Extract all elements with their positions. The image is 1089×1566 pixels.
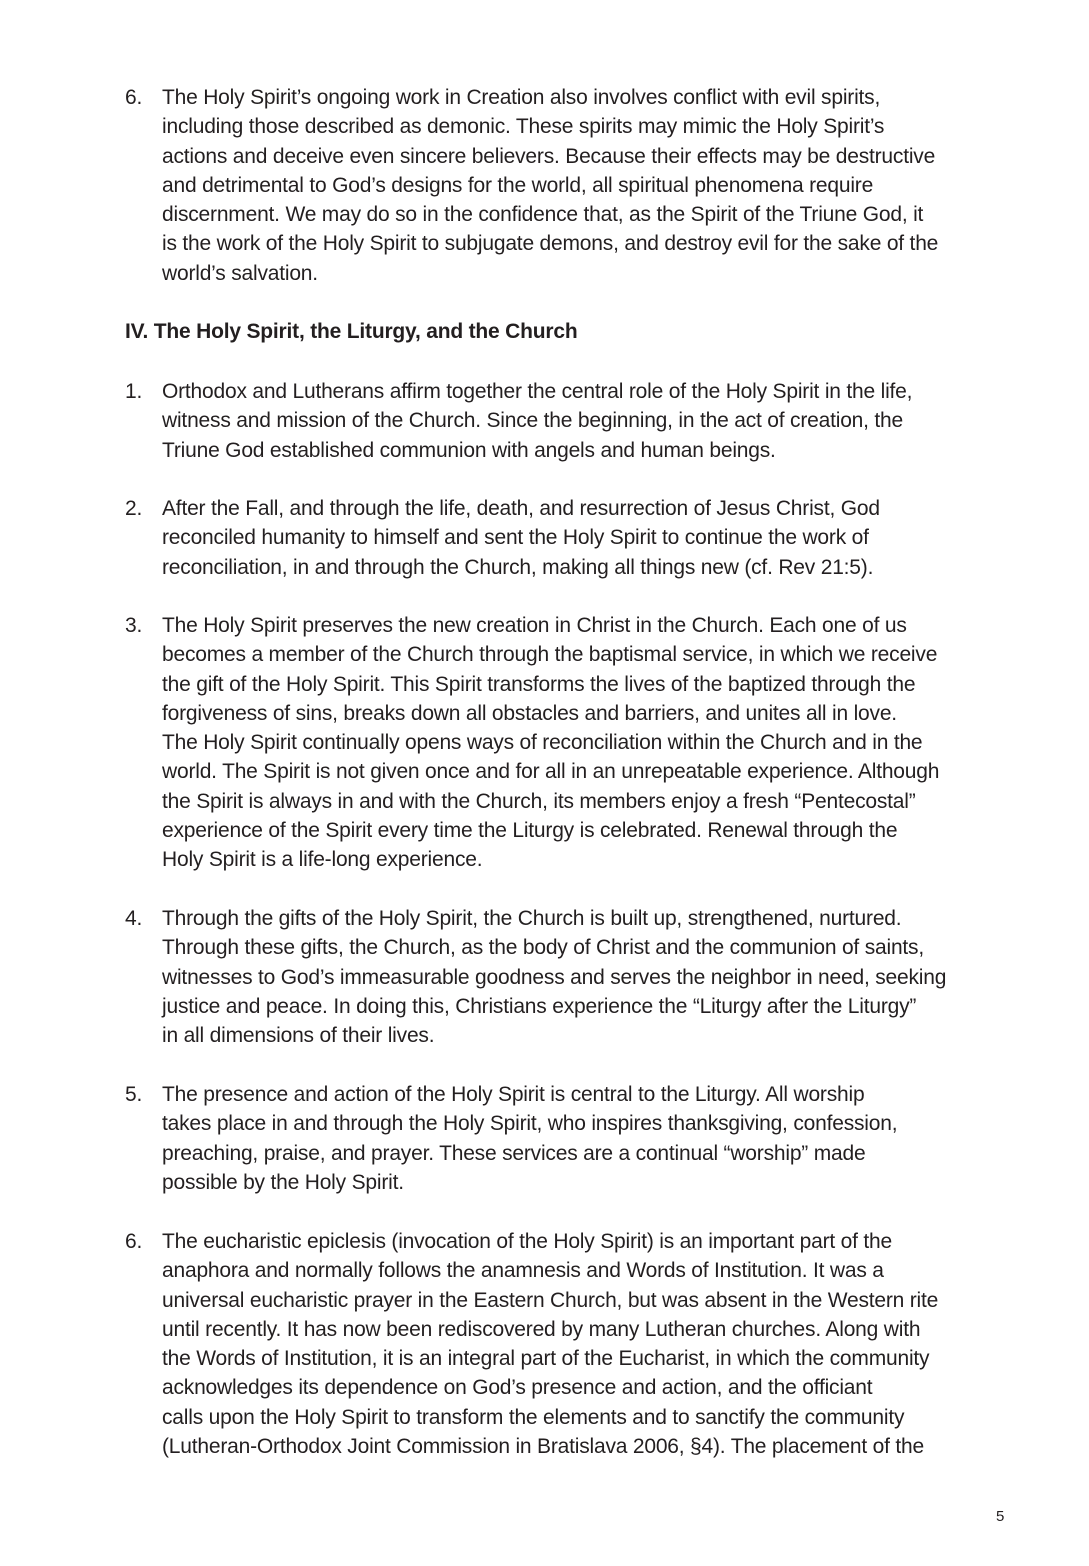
paragraph-line: until recently. It has now been rediscovered by many Lutheran churches. Along with — [162, 1317, 921, 1341]
paragraph-line: and detrimental to God’s designs for the world, all spiritual phenomena require — [162, 173, 874, 197]
numbered-paragraph-5 — [125, 1080, 1015, 1197]
numbered-paragraph-6 — [125, 1227, 1015, 1461]
paragraph-line: Through these gifts, the Church, as the body of Christ and the communion of saints, — [162, 936, 924, 960]
paragraph-line: universal eucharistic prayer in the Eastern Church, but was absent in the Western rite — [162, 1288, 939, 1312]
paragraph-line: Holy Spirit is a life-long experience. — [162, 848, 483, 872]
paragraph-line: the Spirit is always in and with the Church, its members enjoy a fresh “Pentecostal” — [162, 789, 916, 813]
paragraph-line: calls upon the Holy Spirit to transform the elements and to sanctify the community — [162, 1405, 905, 1429]
paragraph-line: experience of the Spirit every time the Liturgy is celebrated. Renewal through the — [162, 819, 898, 843]
paragraph-line: The Holy Spirit continually opens ways of reconciliation within the Church and in the — [162, 731, 923, 755]
paragraph-line: world. The Spirit is not given once and for all in an unrepeatable experience. Although — [162, 760, 940, 784]
paragraph-line: the gift of the Holy Spirit. This Spirit transforms the lives of the baptized through the — [162, 672, 916, 696]
paragraph-text — [162, 904, 1015, 1050]
paragraph-text — [162, 494, 1015, 582]
numbered-paragraph-1 — [125, 377, 1015, 465]
paragraph-line: possible by the Holy Spirit. — [162, 1170, 404, 1194]
paragraph-number: 2. — [125, 497, 143, 520]
paragraph-line: actions and deceive even sincere believers. Because their effects may be destructive — [162, 144, 936, 168]
paragraph-number: 1. — [125, 380, 143, 403]
paragraph-line: is the work of the Holy Spirit to subjugate demons, and destroy evil for the sake of the — [162, 232, 939, 256]
paragraph-line: discernment. We may do so in the confidence that, as the Spirit of the Triune God, it — [162, 203, 924, 227]
numbered-paragraph-prev-6 — [125, 83, 1015, 288]
paragraph-line: reconciled humanity to himself and sent the Holy Spirit to continue the work of — [162, 526, 869, 550]
paragraph-line: takes place in and through the Holy Spirit, who inspires thanksgiving, confession, — [162, 1112, 898, 1136]
paragraph-number: 4. — [125, 907, 143, 930]
paragraph-line: preaching, praise, and prayer. These services are a continual “worship” made — [162, 1141, 866, 1165]
numbered-paragraph-2 — [125, 494, 1015, 582]
paragraph-number: 6. — [125, 86, 143, 109]
page-number: 5 — [996, 1508, 1005, 1525]
paragraph-line: anaphora and normally follows the anamnesis and Words of Institution. It was a — [162, 1259, 884, 1283]
paragraph-line: world’s salvation. — [162, 261, 318, 285]
paragraph-number: 3. — [125, 614, 143, 637]
paragraph-number: 6. — [125, 1230, 143, 1253]
paragraph-line: The presence and action of the Holy Spirit is central to the Liturgy. All worship — [162, 1083, 865, 1106]
paragraph-line: becomes a member of the Church through the baptismal service, in which we receive — [162, 643, 938, 667]
paragraph-line: After the Fall, and through the life, death, and resurrection of Jesus Christ, God — [162, 497, 880, 520]
paragraph-text — [162, 611, 1015, 875]
paragraph-line: witnesses to God’s immeasurable goodness and serves the neighbor in need, seeking — [162, 965, 947, 989]
paragraph-line: reconciliation, in and through the Church, making all things new (cf. Rev 21:5). — [162, 555, 874, 579]
paragraph-text — [162, 1227, 1015, 1461]
paragraph-text — [162, 1080, 1015, 1197]
paragraph-line: the Words of Institution, it is an integral part of the Eucharist, in which the community — [162, 1347, 930, 1371]
numbered-paragraph-4 — [125, 904, 1015, 1050]
paragraph-text — [162, 83, 1015, 288]
paragraph-line: in all dimensions of their lives. — [162, 1024, 435, 1048]
paragraph-number: 5. — [125, 1083, 143, 1106]
paragraph-line: The Holy Spirit preserves the new creation in Christ in the Church. Each one of us — [162, 614, 907, 637]
paragraph-line: forgiveness of sins, breaks down all obstacles and barriers, and unites all in love. — [162, 701, 897, 725]
paragraph-line: The eucharistic epiclesis (invocation of the Holy Spirit) is an important part of the — [162, 1230, 893, 1253]
section-heading: IV. The Holy Spirit, the Liturgy, and the Church — [125, 320, 578, 343]
paragraph-line: Orthodox and Lutherans affirm together the central role of the Holy Spirit in the life, — [162, 380, 913, 403]
paragraph-line: witness and mission of the Church. Since the beginning, in the act of creation, the — [162, 409, 904, 433]
paragraph-line: (Lutheran-Orthodox Joint Commission in Bratislava 2006, §4). The placement of the — [162, 1435, 924, 1459]
paragraph-line: The Holy Spirit’s ongoing work in Creation also involves conflict with evil spirits, — [162, 86, 881, 109]
paragraph-line: including those described as demonic. These spirits may mimic the Holy Spirit’s — [162, 115, 885, 139]
paragraph-line: justice and peace. In doing this, Christians experience the “Liturgy after the Liturgy” — [162, 994, 917, 1018]
paragraph-text — [162, 377, 1015, 465]
paragraph-line: Triune God established communion with angels and human beings. — [162, 438, 776, 462]
paragraph-line: acknowledges its dependence on God’s presence and action, and the officiant — [162, 1376, 873, 1400]
numbered-paragraph-3 — [125, 611, 1015, 875]
paragraph-line: Through the gifts of the Holy Spirit, the Church is built up, strengthened, nurtured. — [162, 907, 902, 930]
